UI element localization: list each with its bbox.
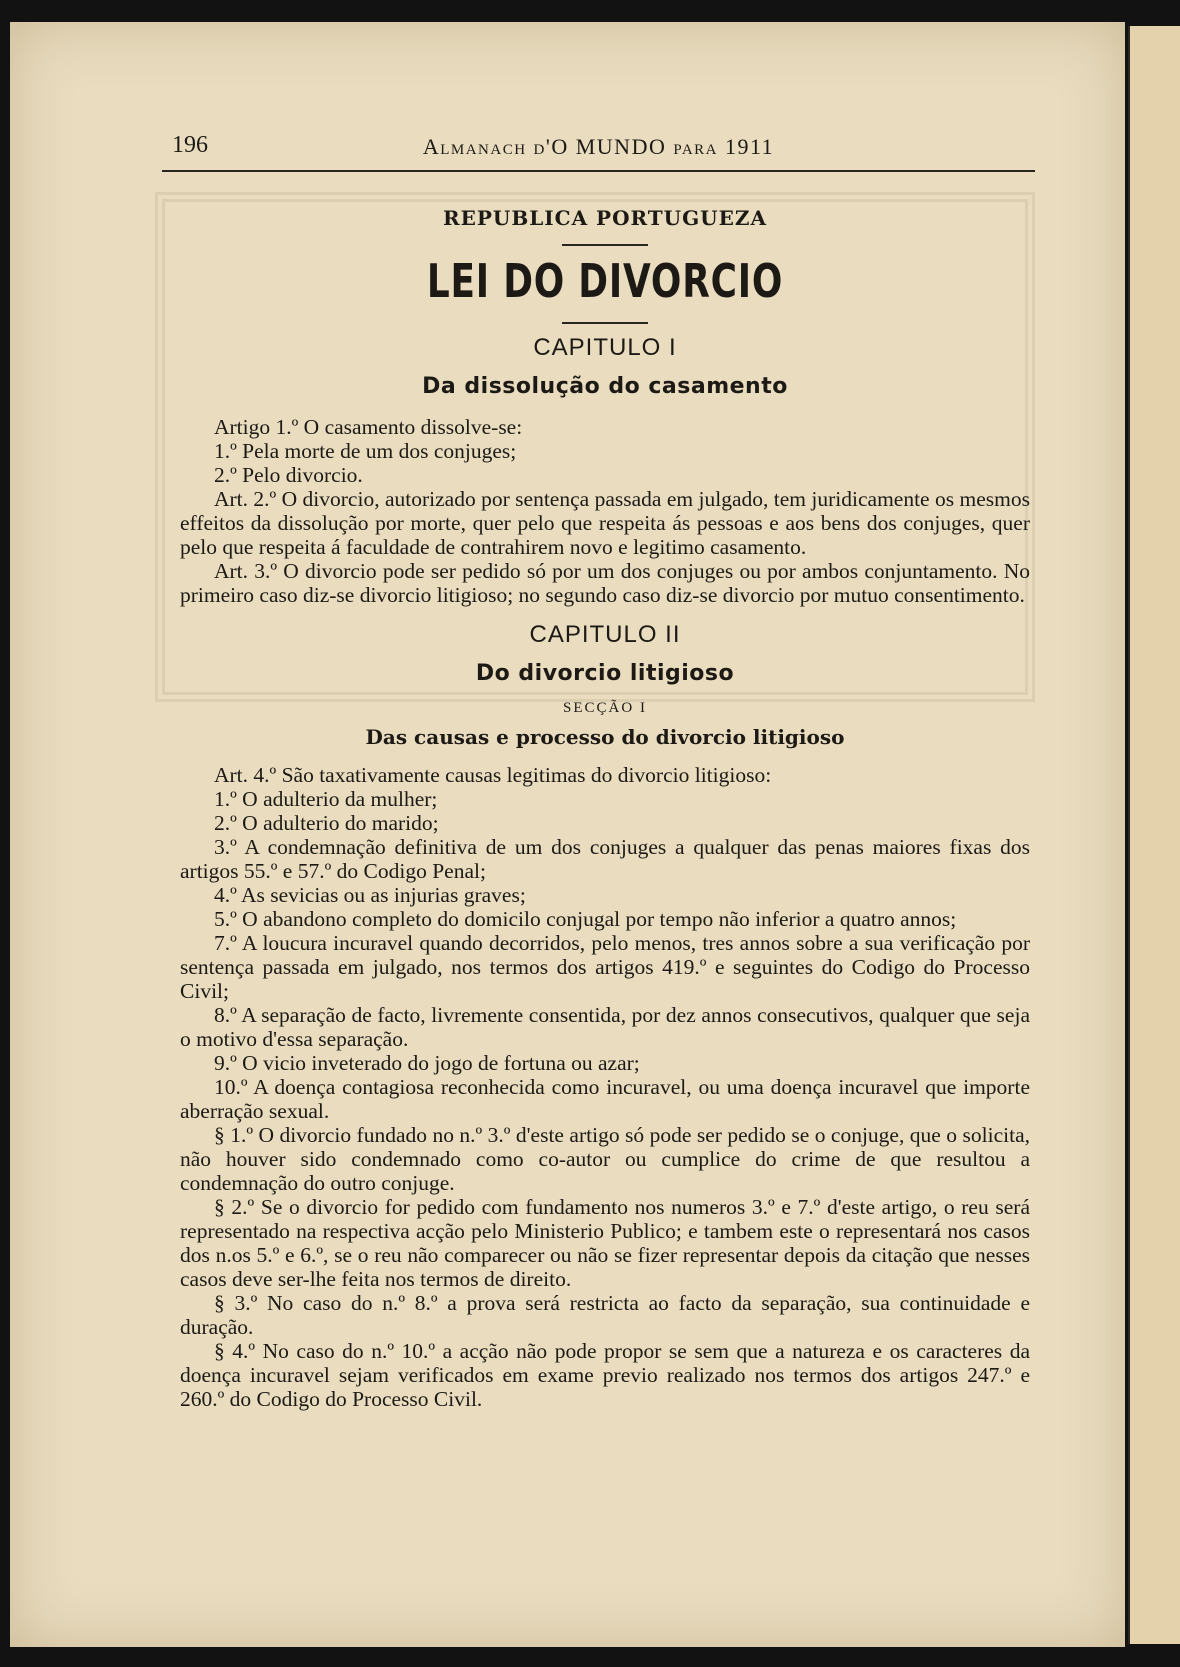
article-body <box>180 200 1030 1411</box>
paragraph: 1.º O adulterio da mulher; <box>214 787 438 811</box>
paragraph: Artigo 1.º O casamento dissolve-se: <box>214 415 523 439</box>
paragraph: 10.º A doença contagiosa reconhecida como incuravel, ou uma doença incuravel que importe aberração sexual. <box>180 1075 1030 1123</box>
paragraph: 1.º Pela morte de um dos conjuges; <box>214 439 517 463</box>
page-number: 196 <box>172 132 208 158</box>
paragraph: 4.º As sevicias ou as injurias graves; <box>214 883 526 907</box>
paragraph: Art. 2.º O divorcio, autorizado por sentença passada em julgado, tem juridicamente os mesmos effeitos da dissolução por morte, quer pelo que respeita ás pessoas e aos bens dos conjuges, quer pelo que respeita á faculdade de contrahirem novo e legitimo casamento. <box>180 487 1030 559</box>
divider <box>562 322 648 324</box>
page <box>10 22 1125 1647</box>
paragraph: § 4.º No caso do n.º 10.º a acção não pode propor se sem que a natureza e os caracteres da doença incuravel sejam verificados em exame previo realizado nos termos dos artigos 247.º e 260.º do Codigo do Processo Civil. <box>180 1339 1030 1411</box>
running-title: Almanach d'O MUNDO para 1911 <box>422 134 775 159</box>
chapter-heading: CAPITULO II <box>529 621 681 648</box>
chapter-subheading: Do divorcio litigioso <box>475 661 735 686</box>
page-title: LEI DO DIVORCIO <box>426 254 784 308</box>
chapter2-text <box>180 763 1030 1411</box>
divider <box>562 244 648 246</box>
paragraph: Art. 4.º São taxativamente causas legitimas do divorcio litigioso: <box>214 763 772 787</box>
kicker: REPUBLICA PORTUGUEZA <box>442 206 767 230</box>
paragraph: 5.º O abandono completo do domicilo conjugal por tempo não inferior a quatro annos; <box>214 907 957 931</box>
paragraph: 9.º O vicio inveterado do jogo de fortuna ou azar; <box>214 1051 640 1075</box>
chapter1-text <box>180 415 1030 607</box>
paragraph: Art. 3.º O divorcio pode ser pedido só por um dos conjuges ou por ambos conjuntamento. No primeiro caso diz-se divorcio litigioso; no segundo caso diz-se divorcio por mutuo consentimento. <box>180 559 1030 607</box>
paragraph: § 1.º O divorcio fundado no n.º 3.º d'este artigo só pode ser pedido se o conjuge, que o solicita, não houver sido condemnado como co-autor ou cumplice do crime de que resultou a condemnação do outro conjuge. <box>180 1123 1030 1195</box>
paragraph: 2.º Pelo divorcio. <box>214 463 363 487</box>
paragraph: 8.º A separação de facto, livremente consentida, por dez annos consecutivos, qualquer que seja o motivo d'essa separação. <box>180 1003 1030 1051</box>
page-header <box>162 132 1035 172</box>
section-title: Das causas e processo do divorcio litigioso <box>365 725 845 749</box>
chapter-heading: CAPITULO I <box>533 334 677 361</box>
paragraph: § 2.º Se o divorcio for pedido com fundamento nos numeros 3.º e 7.º d'este artigo, o reu será representado na respectiva acção pelo Ministerio Publico; e tambem este o representará nos casos dos n.os 5.º e 6.º, se o reu não comparecer ou não se fizer representar depois da citação que nesses casos deve ser-lhe feita nos termos de direito. <box>180 1195 1030 1291</box>
adjacent-page-edge <box>1128 26 1180 1644</box>
paragraph: § 3.º No caso do n.º 8.º a prova será restricta ao facto da separação, sua continuidade e duração. <box>180 1291 1030 1339</box>
paragraph: 2.º O adulterio do marido; <box>214 811 439 835</box>
chapter-subheading: Da dissolução do casamento <box>422 374 788 399</box>
paragraph: 7.º A loucura incuravel quando decorridos, pelo menos, tres annos sobre a sua verificação por sentença passada em julgado, nos termos dos artigos 419.º e seguintes do Codigo do Processo Civil; <box>180 931 1030 1003</box>
paragraph: 3.º A condemnação definitiva de um dos conjuges a qualquer das penas maiores fixas dos artigos 55.º e 57.º do Codigo Penal; <box>180 835 1030 883</box>
section-label: SECÇÃO I <box>563 700 647 716</box>
